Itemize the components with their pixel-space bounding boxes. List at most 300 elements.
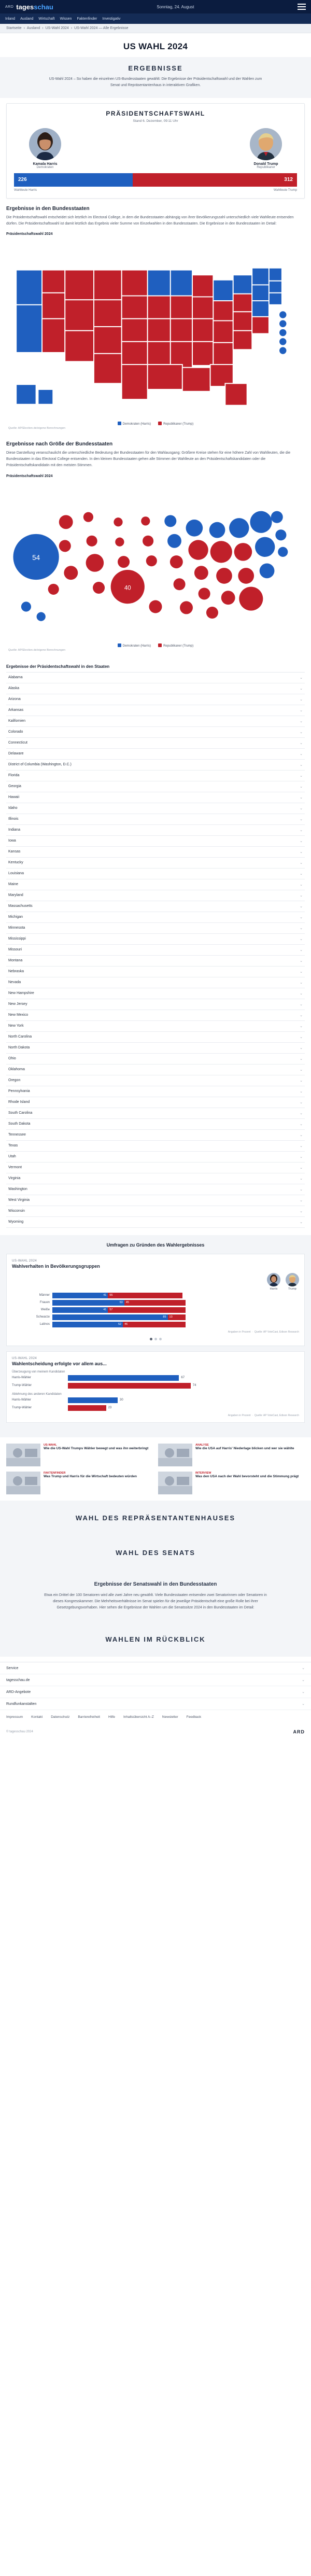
- state-row[interactable]: [6, 901, 305, 912]
- chevron-down-icon: ⌄: [300, 1057, 303, 1061]
- state-row-label: Kalifornien: [8, 719, 26, 723]
- nav-item-wirtschaft[interactable]: Wirtschaft: [38, 17, 55, 21]
- chevron-down-icon: ⌄: [300, 719, 303, 723]
- footer-link[interactable]: Hilfe: [108, 1715, 115, 1719]
- state-row[interactable]: [6, 760, 305, 771]
- presidential-card: [6, 103, 305, 199]
- state-row-label: Maryland: [8, 893, 23, 898]
- state-row[interactable]: [6, 999, 305, 1010]
- poll2-group1-bars: [12, 1375, 299, 1389]
- senate-results-section: [0, 1570, 311, 1622]
- state-row-label: Ohio: [8, 1057, 16, 1061]
- teaser-text: [195, 1444, 294, 1466]
- state-row-label: Hawaii: [8, 795, 20, 800]
- senate-results-heading: Ergebnisse der Senatswahl in den Bundesstaaten: [94, 1581, 217, 1587]
- state-row[interactable]: [6, 1032, 305, 1043]
- footer-accordion-row[interactable]: [0, 1674, 311, 1686]
- map2-legend-dem: Demokraten (Harris): [118, 643, 151, 648]
- map2-legend-rep: Republikaner (Trump): [158, 643, 193, 648]
- chevron-down-icon: ⌄: [300, 893, 303, 898]
- poll2-rejection-row: [12, 1405, 299, 1411]
- state-row[interactable]: [6, 1010, 305, 1021]
- teaser-thumb-1: [6, 1444, 40, 1466]
- poll1-row-track: [52, 1300, 299, 1306]
- state-row[interactable]: [6, 977, 305, 988]
- state-row-label: Mississippi: [8, 937, 26, 941]
- map1-legend-rep: Republikaner (Trump): [158, 422, 193, 426]
- nav-item-inland[interactable]: Inland: [5, 17, 16, 21]
- footer-link[interactable]: Feedback: [186, 1715, 202, 1719]
- chevron-down-icon: ⌄: [300, 926, 303, 930]
- results-heading: ERGEBNISSE: [128, 64, 183, 72]
- state-row[interactable]: [6, 771, 305, 781]
- breadcrumb-item-2[interactable]: US-Wahl 2024: [45, 26, 69, 30]
- chevron-down-icon: ⌄: [300, 1100, 303, 1104]
- chevron-down-icon: ⌄: [300, 981, 303, 985]
- poll-carousel-dots[interactable]: [12, 1338, 299, 1340]
- polls-section: [0, 1235, 311, 1437]
- teaser-kicker: US-WAHL: [44, 1443, 57, 1447]
- nav-item-investigativ[interactable]: Investigativ: [102, 17, 121, 21]
- poll2-conviction-value: 74: [192, 1384, 196, 1388]
- state-row[interactable]: [6, 1043, 305, 1054]
- chevron-down-icon: ⌄: [300, 959, 303, 963]
- teaser-kicker: FAKTENFINDER: [44, 1471, 66, 1475]
- chevron-down-icon: ⌄: [300, 828, 303, 832]
- poll2-conviction-row: [12, 1375, 299, 1381]
- state-row-label: North Dakota: [8, 1046, 30, 1050]
- results-text: US-Wahl 2024 – So haben die einzelnen US-Bundesstaaten gewählt: Die Ergebnisse der Präsidentschaftswahl und der Wahlen zum Senat und Repräsentantenhaus in interaktiven Grafiken.: [49, 77, 262, 87]
- footer: [0, 1662, 311, 1743]
- state-row[interactable]: [6, 1195, 305, 1206]
- top-bar-date: Sonntag, 24. August: [157, 4, 194, 9]
- chevron-down-icon: ⌄: [300, 1046, 303, 1050]
- teaser-kicker: ANALYSE: [195, 1443, 209, 1447]
- state-row-label: Michigan: [8, 915, 23, 919]
- poll2-title: Wahlentscheidung erfolgte vor allem aus...: [12, 1361, 107, 1366]
- chevron-down-icon: ⌄: [300, 1187, 303, 1192]
- duel-middle: [76, 162, 235, 169]
- state-row[interactable]: [6, 1130, 305, 1141]
- footer-link[interactable]: Barrierefreiheit: [78, 1715, 100, 1719]
- chevron-down-icon: ⌄: [300, 741, 303, 745]
- poll2-group2-bars: [12, 1397, 299, 1411]
- chevron-down-icon: ⌄: [300, 850, 303, 854]
- poll1-row-track: [52, 1293, 299, 1298]
- state-row[interactable]: [6, 1119, 305, 1130]
- state-row-label: Oklahoma: [8, 1068, 25, 1072]
- state-row-label: Delaware: [8, 752, 24, 756]
- state-row-label: Arizona: [8, 697, 21, 702]
- ard-logo-text: ARD: [5, 5, 14, 9]
- avatar-harris-small: [267, 1273, 280, 1286]
- state-row-label: Texas: [8, 1144, 18, 1148]
- chevron-down-icon: ⌄: [300, 708, 303, 712]
- teaser-item[interactable]: [158, 1472, 305, 1494]
- state-row[interactable]: [6, 825, 305, 836]
- footer-bottom: [0, 1724, 311, 1743]
- poll2-rejection-bar: [68, 1405, 106, 1411]
- page-title: US WAHL 2024: [123, 41, 188, 51]
- chevron-down-icon: ⌄: [300, 1220, 303, 1224]
- poll1-bar-harris: 41: [52, 1307, 108, 1313]
- map2-source: Quelle: AP/Election.de/eigene Berechnungen: [8, 648, 66, 652]
- electoral-caption-left: Wahlleute Harris: [14, 188, 37, 192]
- svg-text:40: 40: [124, 584, 131, 591]
- state-row[interactable]: [6, 879, 305, 890]
- state-row-label: Louisiana: [8, 872, 24, 876]
- presidential-subtitle: Stand 6. Dezember, 09:11 Uhr: [133, 119, 178, 123]
- teaser-item[interactable]: [158, 1444, 305, 1466]
- poll-card-motivation: [6, 1351, 305, 1423]
- teaser-thumb-4: [158, 1472, 192, 1494]
- state-row-label: New York: [8, 1024, 24, 1028]
- state-row-label: New Hampshire: [8, 991, 34, 996]
- poll2-rejection-bar: [68, 1397, 118, 1403]
- chevron-down-icon: ⌄: [300, 872, 303, 876]
- state-row-label: New Mexico: [8, 1013, 29, 1017]
- poll2-rejection-row: [12, 1397, 299, 1403]
- chevron-down-icon: ⌄: [300, 774, 303, 778]
- poll1-row-track: [52, 1322, 299, 1327]
- state-row[interactable]: [6, 1065, 305, 1075]
- poll2-rejection-value: 23: [108, 1406, 112, 1410]
- state-row[interactable]: [6, 1108, 305, 1119]
- breadcrumb-item-3: US-Wahl 2024 — Alle Ergebnisse: [74, 26, 129, 30]
- us-map-choropleth[interactable]: [6, 238, 305, 434]
- chevron-down-icon: ⌄: [300, 1133, 303, 1137]
- poll2-rejection-value: 30: [120, 1398, 123, 1402]
- top-bar: [0, 0, 311, 13]
- poll1-head-trump-name: Trump: [288, 1287, 296, 1291]
- poll1-row-label: Männer: [39, 1294, 50, 1297]
- state-row[interactable]: [6, 1097, 305, 1108]
- state-row[interactable]: [6, 738, 305, 749]
- footer-accordion-label: Rundfunkanstalten: [6, 1702, 37, 1706]
- poll2-conviction-bar: [68, 1375, 179, 1381]
- house-section: [0, 1501, 311, 1535]
- state-row-label: Alaska: [8, 687, 20, 691]
- chevron-down-icon: ⌄: [300, 676, 303, 680]
- teaser-kicker: INTERVIEW: [195, 1471, 211, 1475]
- poll1-bar-trump: 13: [168, 1314, 186, 1320]
- main-nav: [0, 13, 311, 24]
- state-row[interactable]: [6, 988, 305, 999]
- poll2-kicker: US-WAHL 2024: [12, 1356, 37, 1360]
- poll2-source: Angaben in Prozent · Quelle: AP VoteCast, Edison Research: [228, 1413, 299, 1417]
- footer-link[interactable]: Newsletter: [162, 1715, 178, 1719]
- ard-footer-logo: ARD: [293, 1729, 305, 1735]
- state-row[interactable]: [6, 923, 305, 934]
- breadcrumb-item-1[interactable]: Ausland: [26, 26, 40, 30]
- avatar-trump-small: [286, 1273, 299, 1286]
- state-row[interactable]: [6, 890, 305, 901]
- electoral-bar: [14, 173, 297, 187]
- chevron-down-icon: ⌄: [300, 1089, 303, 1094]
- footer-link[interactable]: Datenschutz: [51, 1715, 70, 1719]
- electoral-bar-caption: [14, 189, 297, 192]
- breadcrumb-item-0[interactable]: Startseite: [6, 26, 22, 30]
- chevron-down-icon: ⌄: [300, 697, 303, 702]
- state-row[interactable]: [6, 836, 305, 847]
- nav-item-wissen[interactable]: Wissen: [60, 17, 72, 21]
- state-row-label: Washington: [8, 1187, 27, 1192]
- page-title-block: [0, 33, 311, 57]
- candidate-harris-name: Kamala Harris: [33, 162, 58, 166]
- poll2-conviction-bar: [68, 1383, 191, 1389]
- chevron-down-icon: ⌄: [300, 817, 303, 821]
- poll1-bar-trump: 57: [108, 1307, 185, 1313]
- state-row-label: Oregon: [8, 1079, 21, 1083]
- poll1-head-harris-name: Harris: [270, 1287, 278, 1291]
- state-row[interactable]: [6, 1086, 305, 1097]
- teaser-grid: [0, 1437, 311, 1501]
- state-row-label: Wisconsin: [8, 1209, 25, 1213]
- state-row[interactable]: [6, 912, 305, 923]
- nav-items: [5, 17, 120, 21]
- state-row-label: Indiana: [8, 828, 20, 832]
- state-row-label: Colorado: [8, 730, 23, 734]
- state-row[interactable]: [6, 1163, 305, 1173]
- poll1-bar-harris: 53: [52, 1300, 124, 1306]
- poll1-row: [12, 1300, 299, 1306]
- poll1-row-track: [52, 1307, 299, 1313]
- presidential-header: [7, 104, 304, 125]
- state-row[interactable]: [6, 1054, 305, 1065]
- state-row[interactable]: [6, 803, 305, 814]
- map2-legend: [6, 643, 305, 648]
- state-row[interactable]: [6, 945, 305, 956]
- candidate-trump-name: Donald Trump: [253, 162, 278, 166]
- state-row-label: Kansas: [8, 850, 21, 854]
- footer-accordion-label: ARD-Angebote: [6, 1690, 31, 1694]
- footer-links: [0, 1710, 311, 1724]
- teaser-item[interactable]: [6, 1444, 153, 1466]
- state-row[interactable]: [6, 781, 305, 792]
- candidate-harris: [14, 128, 76, 169]
- poll1-head-trump: [286, 1273, 299, 1291]
- footer-link[interactable]: Kontakt: [31, 1715, 43, 1719]
- chevron-down-icon: ⌄: [300, 937, 303, 941]
- poll1-title: Wahlverhalten in Bevölkerungsgruppen: [12, 1263, 100, 1269]
- state-row[interactable]: [6, 705, 305, 716]
- chevron-down-icon: ⌄: [300, 1111, 303, 1115]
- chevron-down-icon: ⌄: [300, 730, 303, 734]
- poll2-conviction-label: Harris-Wähler: [12, 1376, 32, 1380]
- state-row[interactable]: [6, 1075, 305, 1086]
- map1-legend: [6, 422, 305, 426]
- teaser-text: [44, 1444, 148, 1466]
- state-row-label: Nevada: [8, 981, 21, 985]
- us-map-bubbles[interactable]: [6, 480, 305, 656]
- state-row[interactable]: [6, 869, 305, 879]
- footer-accordion: [0, 1662, 311, 1710]
- chevron-down-icon: ⌄: [300, 763, 303, 767]
- poll1-bar-trump: 55: [108, 1293, 182, 1298]
- state-row-label: Tennessee: [8, 1133, 26, 1137]
- state-row-label: District of Columbia (Washington, D.C.): [8, 763, 72, 767]
- retrospective-section: [0, 1622, 311, 1657]
- electoral-bar-harris: 226: [14, 173, 133, 187]
- poll1-row-label: Schwarze: [36, 1315, 50, 1319]
- tagesschau-logo: tagesschau: [16, 3, 53, 11]
- poll2-conviction-value: 67: [181, 1376, 185, 1380]
- poll1-row-label: Weiße: [40, 1308, 50, 1312]
- chevron-down-icon: ⌄: [300, 1209, 303, 1213]
- state-row[interactable]: [6, 749, 305, 760]
- state-row[interactable]: [6, 1021, 305, 1032]
- state-row[interactable]: [6, 858, 305, 869]
- poll1-row: [12, 1314, 299, 1320]
- poll2-rejection-label: Trump-Wähler: [12, 1406, 32, 1410]
- state-row[interactable]: [6, 1152, 305, 1163]
- state-row-label: Idaho: [8, 806, 18, 810]
- state-row[interactable]: [6, 727, 305, 738]
- poll1-bar-trump: 46: [123, 1322, 185, 1327]
- state-row[interactable]: [6, 1173, 305, 1184]
- state-row-label: Connecticut: [8, 741, 27, 745]
- map1-source: Quelle: AP/Election.de/eigene Berechnungen: [8, 426, 66, 430]
- footer-accordion-row[interactable]: [0, 1662, 311, 1674]
- nav-item-faktenfinder[interactable]: Faktenfinder: [77, 17, 97, 21]
- poll1-row: [12, 1322, 299, 1327]
- chevron-down-icon: ⌄: [300, 1198, 303, 1202]
- teaser-thumb-3: [6, 1472, 40, 1494]
- poll-card-groups: [6, 1254, 305, 1346]
- footer-accordion-row[interactable]: [0, 1686, 311, 1698]
- candidate-trump-party: Republikaner: [257, 165, 275, 169]
- state-row-label: North Carolina: [8, 1035, 32, 1039]
- state-row[interactable]: [6, 847, 305, 858]
- map1-legend-dem: Demokraten (Harris): [118, 422, 151, 426]
- chevron-down-icon: ⌄: [300, 687, 303, 691]
- electoral-bar-trump: 312: [133, 173, 297, 187]
- state-row[interactable]: [6, 934, 305, 945]
- chevron-down-icon: ⌄: [300, 1177, 303, 1181]
- state-row[interactable]: [6, 1206, 305, 1217]
- teaser-title: Wie die US-Wahl Trumps Wähler bewegt und was ihn weiterbringt: [44, 1446, 149, 1450]
- state-row[interactable]: [6, 814, 305, 825]
- chevron-down-icon: ⌄: [300, 752, 303, 756]
- teaser-title: Wie die USA auf Harris' Niederlage blicken und wer sie wählte: [195, 1446, 294, 1450]
- teaser-item[interactable]: [6, 1472, 153, 1494]
- poll1-row: [12, 1307, 299, 1313]
- state-row[interactable]: [6, 792, 305, 803]
- state-row-label: New Jersey: [8, 1002, 27, 1006]
- state-row-label: Pennsylvania: [8, 1089, 30, 1094]
- results-intro-section: [0, 57, 311, 98]
- poll1-bar-harris: 52: [52, 1322, 123, 1327]
- poll2-conviction-row: [12, 1383, 299, 1389]
- state-row-label: Virginia: [8, 1177, 21, 1181]
- map-section-2: [6, 441, 305, 656]
- state-row-label: Illinois: [8, 817, 19, 821]
- poll1-heads: [12, 1273, 299, 1291]
- poll1-bar-harris: 85: [52, 1314, 168, 1320]
- poll2-group2-label: Ablehnung des anderen Kandidaten: [12, 1392, 62, 1396]
- poll1-kicker: US-WAHL 2024: [12, 1259, 37, 1263]
- state-row[interactable]: [6, 956, 305, 967]
- footer-copyright: © tagesschau 2024: [6, 1730, 33, 1734]
- chevron-down-icon: ⌄: [300, 795, 303, 800]
- state-row[interactable]: [6, 694, 305, 705]
- hamburger-icon[interactable]: [298, 4, 306, 10]
- poll2-rejection-label: Harris-Wähler: [12, 1398, 32, 1402]
- chevron-down-icon: ⌄: [300, 1002, 303, 1006]
- state-row[interactable]: [6, 1141, 305, 1152]
- footer-accordion-row[interactable]: [0, 1698, 311, 1710]
- poll1-source: Angaben in Prozent · Quelle: AP VoteCast, Edison Research: [228, 1330, 299, 1334]
- state-row[interactable]: [6, 673, 305, 683]
- chevron-down-icon: ⌄: [300, 1144, 303, 1148]
- chevron-down-icon: ⌄: [300, 839, 303, 843]
- state-row[interactable]: [6, 683, 305, 694]
- footer-link[interactable]: Inhaltsübersicht A–Z: [123, 1715, 154, 1719]
- state-row[interactable]: [6, 716, 305, 727]
- nav-item-ausland[interactable]: Ausland: [20, 17, 34, 21]
- state-row[interactable]: [6, 1217, 305, 1228]
- chevron-down-icon: ⌄: [300, 1079, 303, 1083]
- chevron-down-icon: ⌄: [302, 1690, 305, 1695]
- teaser-title: Was Trump und Harris für die Wirtschaft bedeuten würden: [44, 1474, 137, 1478]
- electoral-caption-right: Wahlleute Trump: [273, 188, 297, 192]
- chevron-down-icon: ⌄: [300, 948, 303, 952]
- chevron-down-icon: ⌄: [300, 904, 303, 908]
- retrospective-heading: WAHLEN IM RÜCKBLICK: [105, 1635, 206, 1644]
- state-row-label: Utah: [8, 1155, 16, 1159]
- state-row[interactable]: [6, 1184, 305, 1195]
- senate-heading: WAHL DES SENATS: [116, 1548, 195, 1557]
- state-row-label: Montana: [8, 959, 23, 963]
- poll1-row-label: Latinos: [39, 1323, 50, 1326]
- teaser-title: Was den USA nach der Wahl bevorsteht und die Stimmung prägt: [195, 1474, 299, 1478]
- avatar-harris: [29, 128, 61, 160]
- state-row-label: Minnesota: [8, 926, 25, 930]
- poll1-row-label: Frauen: [39, 1301, 50, 1305]
- poll1-bars: [12, 1293, 299, 1327]
- site-logo[interactable]: [5, 3, 53, 11]
- chevron-down-icon: ⌄: [300, 806, 303, 810]
- poll1-row-track: [52, 1314, 299, 1320]
- teaser-text: [195, 1472, 299, 1494]
- senate-section: [0, 1535, 311, 1570]
- state-row-label: Vermont: [8, 1166, 22, 1170]
- state-row[interactable]: [6, 967, 305, 977]
- candidate-duel: [7, 125, 304, 169]
- map1-heading: Ergebnisse in den Bundesstaaten: [6, 205, 90, 212]
- map1-text: Die Präsidentschaftswahl entscheidet sich letztlich im Electoral College, in dem die Bundesstaaten abhängig von ihrer Bevölkerungszahl unterschiedlich viele Wahlleute entsenden dürfen. Die Präsidentschaftswahl ist damit letztlich das Ergebnis vieler Summe von Einzelwahlen in den Bundesstaaten. Die Ergebnisse in den Bundesstaaten im Detail:: [6, 215, 294, 226]
- chevron-down-icon: ⌄: [300, 785, 303, 789]
- teaser-thumb-2: [158, 1444, 192, 1466]
- state-row-label: Kentucky: [8, 861, 23, 865]
- map1-chart-label: Präsidentschaftswahl 2024: [6, 232, 53, 236]
- poll2-conviction-label: Trump-Wähler: [12, 1384, 32, 1388]
- chevron-down-icon: ⌄: [302, 1702, 305, 1706]
- footer-link[interactable]: Impressum: [6, 1715, 23, 1719]
- polls-heading: Umfragen zu Gründen des Wahlergebnisses: [106, 1242, 205, 1248]
- chevron-down-icon: ⌄: [300, 1155, 303, 1159]
- poll1-bar-trump: 45: [124, 1300, 186, 1306]
- svg-text:54: 54: [32, 553, 40, 562]
- senate-results-text: Etwa ein Drittel der 100 Senatoren wird alle zwei Jahre neu gewählt. Viele Bundesstaaten entsenden zwei Senatorinnen oder Senatoren in dieses Kongresskammer. Die Mehrheitsverhältnisse im Senat spielen für die jeweilige Präsidentschaft eine große Rolle bei ihrer Gesetzgebungsvorhaben. Hier sehen die Ergebnisse der Wahlen um die Senatssitze 2024 in den Bundesstaaten im Detail:: [44, 1593, 267, 1609]
- state-row-label: Maine: [8, 883, 19, 887]
- state-row-label: South Dakota: [8, 1122, 31, 1126]
- map2-chart-label: Präsidentschaftswahl 2024: [6, 474, 53, 478]
- house-heading: WAHL DES REPRÄSENTANTENHAUSES: [75, 1514, 236, 1522]
- chevron-down-icon: ⌄: [300, 1068, 303, 1072]
- chevron-down-icon: ⌄: [300, 1024, 303, 1028]
- chevron-down-icon: ⌄: [300, 1122, 303, 1126]
